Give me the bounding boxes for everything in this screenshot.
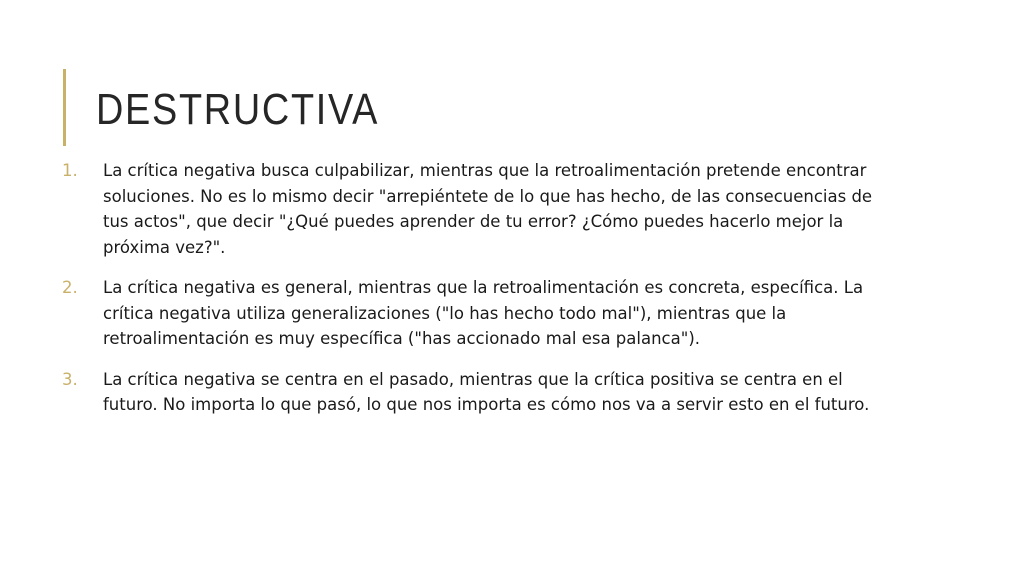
list-item-text: La crítica negativa busca culpabilizar, mientras que la retroalimentación pretende encontrar soluciones. No es lo mismo decir "arrepiéntete de lo que has hecho, de las consecuencias de tus actos", que decir "¿Qué puedes aprender de tu error? ¿Cómo puedes hacerlo mejor la próxima vez?". [103,161,873,257]
list-item-text: La crítica negativa es general, mientras que la retroalimentación es concreta, específica. La crítica negativa utiliza generalizaciones ("lo has hecho todo mal"), mientras que la retroalimentación es muy específica ("has accionado mal esa palanca"). [103,278,864,348]
title-accent-bar [63,69,66,146]
list-item-number: 2. [62,278,78,297]
list-item [62,275,902,352]
list-item-number: 1. [62,161,78,180]
list-item [62,158,902,260]
slide-title: DESTRUCTIVA [96,85,380,134]
list-item [62,367,902,418]
list-item-number: 3. [62,369,78,389]
list-item-text: La crítica negativa se centra en el pasado, mientras que la crítica positiva se centra en el futuro. No importa lo que pasó, lo que nos importa es cómo nos va a servir esto en el futuro. [103,369,870,414]
numbered-list [62,158,902,433]
